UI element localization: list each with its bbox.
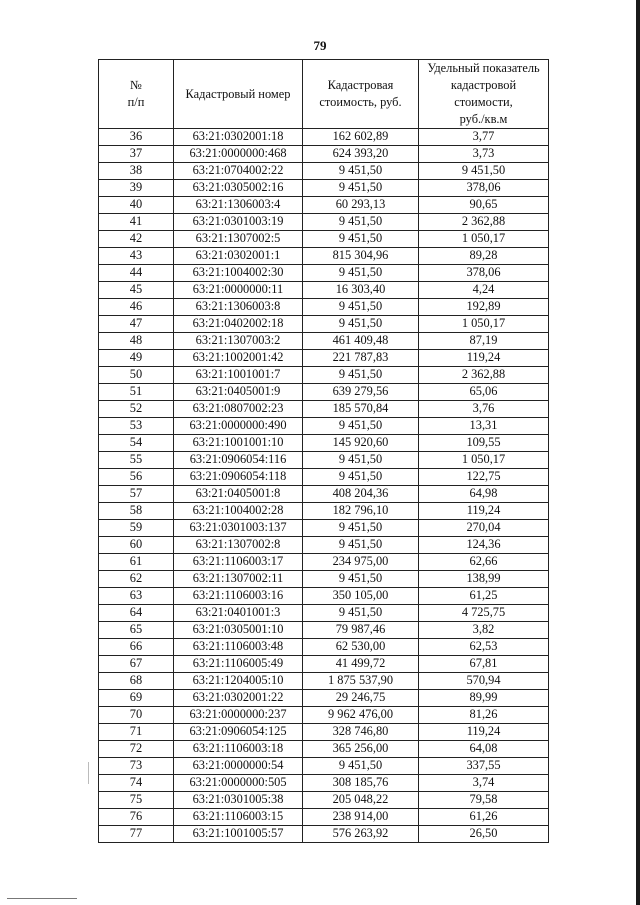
table-row [99, 826, 549, 843]
specific-value-cell: 378,06 [419, 265, 549, 282]
header-specific-value [419, 60, 549, 129]
specific-value-cell: 64,08 [419, 741, 549, 758]
row-number-cell: 65 [99, 622, 174, 639]
table-row [99, 554, 549, 571]
cadastral-value-cell: 29 246,75 [303, 690, 419, 707]
specific-value-cell: 90,65 [419, 197, 549, 214]
cadastral-number-cell: 63:21:1106003:18 [174, 741, 303, 758]
row-number-cell: 59 [99, 520, 174, 537]
cadastral-number-cell: 63:21:0807002:23 [174, 401, 303, 418]
cadastral-number-cell: 63:21:0000000:54 [174, 758, 303, 775]
table-row [99, 605, 549, 622]
specific-value-cell: 378,06 [419, 180, 549, 197]
specific-value-cell: 337,55 [419, 758, 549, 775]
row-number-cell: 71 [99, 724, 174, 741]
cadastral-number-cell: 63:21:0302001:18 [174, 129, 303, 146]
table-row [99, 231, 549, 248]
cadastral-value-cell: 62 530,00 [303, 639, 419, 656]
specific-value-cell: 61,25 [419, 588, 549, 605]
cadastral-number-cell: 63:21:0301003:19 [174, 214, 303, 231]
table-body [99, 129, 549, 843]
row-number-cell: 39 [99, 180, 174, 197]
specific-value-cell: 3,77 [419, 129, 549, 146]
row-number-cell: 55 [99, 452, 174, 469]
header-line: стоимость, руб. [319, 95, 402, 109]
cadastral-value-cell: 9 451,50 [303, 537, 419, 554]
cadastral-value-cell: 205 048,22 [303, 792, 419, 809]
cadastral-number-cell: 63:21:1106003:16 [174, 588, 303, 605]
cadastral-value-cell: 9 451,50 [303, 758, 419, 775]
cadastral-number-cell: 63:21:0301005:38 [174, 792, 303, 809]
table-row [99, 333, 549, 350]
cadastral-value-cell: 182 796,10 [303, 503, 419, 520]
specific-value-cell: 2 362,88 [419, 214, 549, 231]
row-number-cell: 47 [99, 316, 174, 333]
row-number-cell: 53 [99, 418, 174, 435]
cadastral-number-cell: 63:21:1001001:10 [174, 435, 303, 452]
row-number-cell: 44 [99, 265, 174, 282]
cadastral-value-cell: 328 746,80 [303, 724, 419, 741]
row-number-cell: 57 [99, 486, 174, 503]
header-line: № [130, 78, 142, 92]
cadastral-value-cell: 639 279,56 [303, 384, 419, 401]
cadastral-value-cell: 576 263,92 [303, 826, 419, 843]
cadastral-number-cell: 63:21:1306003:8 [174, 299, 303, 316]
cadastral-table [98, 59, 549, 843]
cadastral-value-cell: 308 185,76 [303, 775, 419, 792]
row-number-cell: 42 [99, 231, 174, 248]
table-row [99, 180, 549, 197]
specific-value-cell: 9 451,50 [419, 163, 549, 180]
specific-value-cell: 119,24 [419, 724, 549, 741]
row-number-cell: 74 [99, 775, 174, 792]
specific-value-cell: 79,58 [419, 792, 549, 809]
cadastral-number-cell: 63:21:0305002:16 [174, 180, 303, 197]
header-row-number [99, 60, 174, 129]
table-row [99, 775, 549, 792]
row-number-cell: 67 [99, 656, 174, 673]
row-number-cell: 69 [99, 690, 174, 707]
table-row [99, 639, 549, 656]
specific-value-cell: 62,66 [419, 554, 549, 571]
specific-value-cell: 192,89 [419, 299, 549, 316]
table-row [99, 401, 549, 418]
cadastral-value-cell: 815 304,96 [303, 248, 419, 265]
cadastral-value-cell: 9 451,50 [303, 316, 419, 333]
specific-value-cell: 109,55 [419, 435, 549, 452]
row-number-cell: 45 [99, 282, 174, 299]
cadastral-number-cell: 63:21:1106003:15 [174, 809, 303, 826]
table-row [99, 724, 549, 741]
row-number-cell: 46 [99, 299, 174, 316]
row-number-cell: 54 [99, 435, 174, 452]
table-row [99, 418, 549, 435]
cadastral-value-cell: 79 987,46 [303, 622, 419, 639]
header-line: п/п [127, 95, 145, 109]
row-number-cell: 63 [99, 588, 174, 605]
cadastral-value-cell: 624 393,20 [303, 146, 419, 163]
row-number-cell: 41 [99, 214, 174, 231]
cadastral-number-cell: 63:21:0704002:22 [174, 163, 303, 180]
table-row [99, 435, 549, 452]
cadastral-number-cell: 63:21:0000000:237 [174, 707, 303, 724]
table-row [99, 248, 549, 265]
specific-value-cell: 270,04 [419, 520, 549, 537]
header-line: Удельный показатель [427, 61, 540, 75]
cadastral-number-cell: 63:21:0405001:9 [174, 384, 303, 401]
row-number-cell: 60 [99, 537, 174, 554]
specific-value-cell: 62,53 [419, 639, 549, 656]
cadastral-value-cell: 221 787,83 [303, 350, 419, 367]
header-line: кадастровой [450, 78, 517, 92]
specific-value-cell: 3,76 [419, 401, 549, 418]
row-number-cell: 62 [99, 571, 174, 588]
cadastral-value-cell: 145 920,60 [303, 435, 419, 452]
table-row [99, 537, 549, 554]
row-number-cell: 51 [99, 384, 174, 401]
cadastral-number-cell: 63:21:0906054:125 [174, 724, 303, 741]
cadastral-number-cell: 63:21:1004002:30 [174, 265, 303, 282]
cadastral-number-cell: 63:21:1001005:57 [174, 826, 303, 843]
cadastral-number-cell: 63:21:1106003:17 [174, 554, 303, 571]
table-row [99, 129, 549, 146]
cadastral-number-cell: 63:21:1307002:5 [174, 231, 303, 248]
table-row [99, 520, 549, 537]
table-row [99, 656, 549, 673]
table-row [99, 673, 549, 690]
cadastral-value-cell: 9 451,50 [303, 452, 419, 469]
header-cadastral-value [303, 60, 419, 129]
table-row [99, 571, 549, 588]
table-row [99, 367, 549, 384]
cadastral-number-cell: 63:21:1307003:2 [174, 333, 303, 350]
cadastral-value-cell: 16 303,40 [303, 282, 419, 299]
cadastral-value-cell: 365 256,00 [303, 741, 419, 758]
cadastral-value-cell: 9 451,50 [303, 605, 419, 622]
cadastral-value-cell: 9 451,50 [303, 265, 419, 282]
cadastral-value-cell: 238 914,00 [303, 809, 419, 826]
cadastral-value-cell: 9 451,50 [303, 299, 419, 316]
table-row [99, 282, 549, 299]
specific-value-cell: 13,31 [419, 418, 549, 435]
cadastral-number-cell: 63:21:0000000:505 [174, 775, 303, 792]
cadastral-value-cell: 408 204,36 [303, 486, 419, 503]
cadastral-number-cell: 63:21:0906054:116 [174, 452, 303, 469]
specific-value-cell: 1 050,17 [419, 231, 549, 248]
table-row [99, 588, 549, 605]
row-number-cell: 52 [99, 401, 174, 418]
specific-value-cell: 4 725,75 [419, 605, 549, 622]
cadastral-value-cell: 9 451,50 [303, 469, 419, 486]
cadastral-value-cell: 9 962 476,00 [303, 707, 419, 724]
table-row [99, 452, 549, 469]
specific-value-cell: 119,24 [419, 350, 549, 367]
row-number-cell: 73 [99, 758, 174, 775]
table-row [99, 622, 549, 639]
row-number-cell: 77 [99, 826, 174, 843]
table-row [99, 486, 549, 503]
header-line: руб./кв.м [459, 112, 508, 126]
cadastral-number-cell: 63:21:1307002:11 [174, 571, 303, 588]
cadastral-number-cell: 63:21:1002001:42 [174, 350, 303, 367]
table-row [99, 316, 549, 333]
table-row [99, 690, 549, 707]
specific-value-cell: 3,73 [419, 146, 549, 163]
cadastral-value-cell: 41 499,72 [303, 656, 419, 673]
specific-value-cell: 1 050,17 [419, 316, 549, 333]
table-row [99, 758, 549, 775]
table-row [99, 741, 549, 758]
row-number-cell: 40 [99, 197, 174, 214]
table-row [99, 503, 549, 520]
table-row [99, 809, 549, 826]
cadastral-value-cell: 162 602,89 [303, 129, 419, 146]
table-row [99, 792, 549, 809]
specific-value-cell: 124,36 [419, 537, 549, 554]
scan-mark [88, 762, 89, 784]
cadastral-number-cell: 63:21:1106005:49 [174, 656, 303, 673]
cadastral-number-cell: 63:21:1306003:4 [174, 197, 303, 214]
specific-value-cell: 4,24 [419, 282, 549, 299]
specific-value-cell: 89,99 [419, 690, 549, 707]
table-row [99, 197, 549, 214]
specific-value-cell: 2 362,88 [419, 367, 549, 384]
specific-value-cell: 67,81 [419, 656, 549, 673]
header-line: стоимости, [454, 95, 513, 109]
table-row [99, 384, 549, 401]
table-row [99, 350, 549, 367]
row-number-cell: 50 [99, 367, 174, 384]
cadastral-number-cell: 63:21:0402002:18 [174, 316, 303, 333]
cadastral-number-cell: 63:21:1106003:48 [174, 639, 303, 656]
specific-value-cell: 89,28 [419, 248, 549, 265]
row-number-cell: 68 [99, 673, 174, 690]
page-number: 79 [313, 38, 327, 53]
cadastral-value-cell: 9 451,50 [303, 214, 419, 231]
row-number-cell: 75 [99, 792, 174, 809]
table-row [99, 299, 549, 316]
cadastral-value-cell: 9 451,50 [303, 367, 419, 384]
cadastral-number-cell: 63:21:1001001:7 [174, 367, 303, 384]
table-row [99, 469, 549, 486]
specific-value-cell: 3,82 [419, 622, 549, 639]
cadastral-value-cell: 234 975,00 [303, 554, 419, 571]
cadastral-value-cell: 9 451,50 [303, 418, 419, 435]
cadastral-number-cell: 63:21:1307002:8 [174, 537, 303, 554]
cadastral-number-cell: 63:21:0000000:490 [174, 418, 303, 435]
row-number-cell: 64 [99, 605, 174, 622]
row-number-cell: 48 [99, 333, 174, 350]
table-row [99, 707, 549, 724]
specific-value-cell: 138,99 [419, 571, 549, 588]
table-row [99, 163, 549, 180]
table-row [99, 214, 549, 231]
specific-value-cell: 3,74 [419, 775, 549, 792]
cadastral-number-cell: 63:21:0302001:1 [174, 248, 303, 265]
cadastral-number-cell: 63:21:1004002:28 [174, 503, 303, 520]
row-number-cell: 61 [99, 554, 174, 571]
table-row [99, 146, 549, 163]
specific-value-cell: 61,26 [419, 809, 549, 826]
cadastral-value-cell: 60 293,13 [303, 197, 419, 214]
table-row [99, 265, 549, 282]
cadastral-number-cell: 63:21:0305001:10 [174, 622, 303, 639]
cadastral-value-cell: 9 451,50 [303, 163, 419, 180]
cadastral-number-cell: 63:21:0302001:22 [174, 690, 303, 707]
cadastral-value-cell: 9 451,50 [303, 231, 419, 248]
footer-rule [7, 898, 77, 899]
cadastral-value-cell: 9 451,50 [303, 180, 419, 197]
cadastral-number-cell: 63:21:0301003:137 [174, 520, 303, 537]
cadastral-number-cell: 63:21:1204005:10 [174, 673, 303, 690]
row-number-cell: 70 [99, 707, 174, 724]
specific-value-cell: 81,26 [419, 707, 549, 724]
row-number-cell: 72 [99, 741, 174, 758]
cadastral-value-cell: 185 570,84 [303, 401, 419, 418]
table-header-row [99, 60, 549, 129]
specific-value-cell: 87,19 [419, 333, 549, 350]
cadastral-value-cell: 9 451,50 [303, 520, 419, 537]
cadastral-number-cell: 63:21:0906054:118 [174, 469, 303, 486]
header-cadastral-number [174, 60, 303, 129]
header-line: Кадастровый номер [185, 86, 291, 101]
row-number-cell: 66 [99, 639, 174, 656]
specific-value-cell: 26,50 [419, 826, 549, 843]
row-number-cell: 43 [99, 248, 174, 265]
specific-value-cell: 570,94 [419, 673, 549, 690]
row-number-cell: 58 [99, 503, 174, 520]
cadastral-number-cell: 63:21:0405001:8 [174, 486, 303, 503]
specific-value-cell: 122,75 [419, 469, 549, 486]
specific-value-cell: 65,06 [419, 384, 549, 401]
cadastral-value-cell: 461 409,48 [303, 333, 419, 350]
row-number-cell: 49 [99, 350, 174, 367]
cadastral-value-cell: 350 105,00 [303, 588, 419, 605]
row-number-cell: 56 [99, 469, 174, 486]
cadastral-value-cell: 1 875 537,90 [303, 673, 419, 690]
cadastral-number-cell: 63:21:0000000:11 [174, 282, 303, 299]
row-number-cell: 36 [99, 129, 174, 146]
cadastral-value-cell: 9 451,50 [303, 571, 419, 588]
row-number-cell: 37 [99, 146, 174, 163]
specific-value-cell: 64,98 [419, 486, 549, 503]
specific-value-cell: 119,24 [419, 503, 549, 520]
cadastral-number-cell: 63:21:0401001:3 [174, 605, 303, 622]
cadastral-number-cell: 63:21:0000000:468 [174, 146, 303, 163]
specific-value-cell: 1 050,17 [419, 452, 549, 469]
row-number-cell: 38 [99, 163, 174, 180]
row-number-cell: 76 [99, 809, 174, 826]
scan-edge [636, 0, 640, 905]
header-line: Кадастровая [327, 78, 394, 92]
